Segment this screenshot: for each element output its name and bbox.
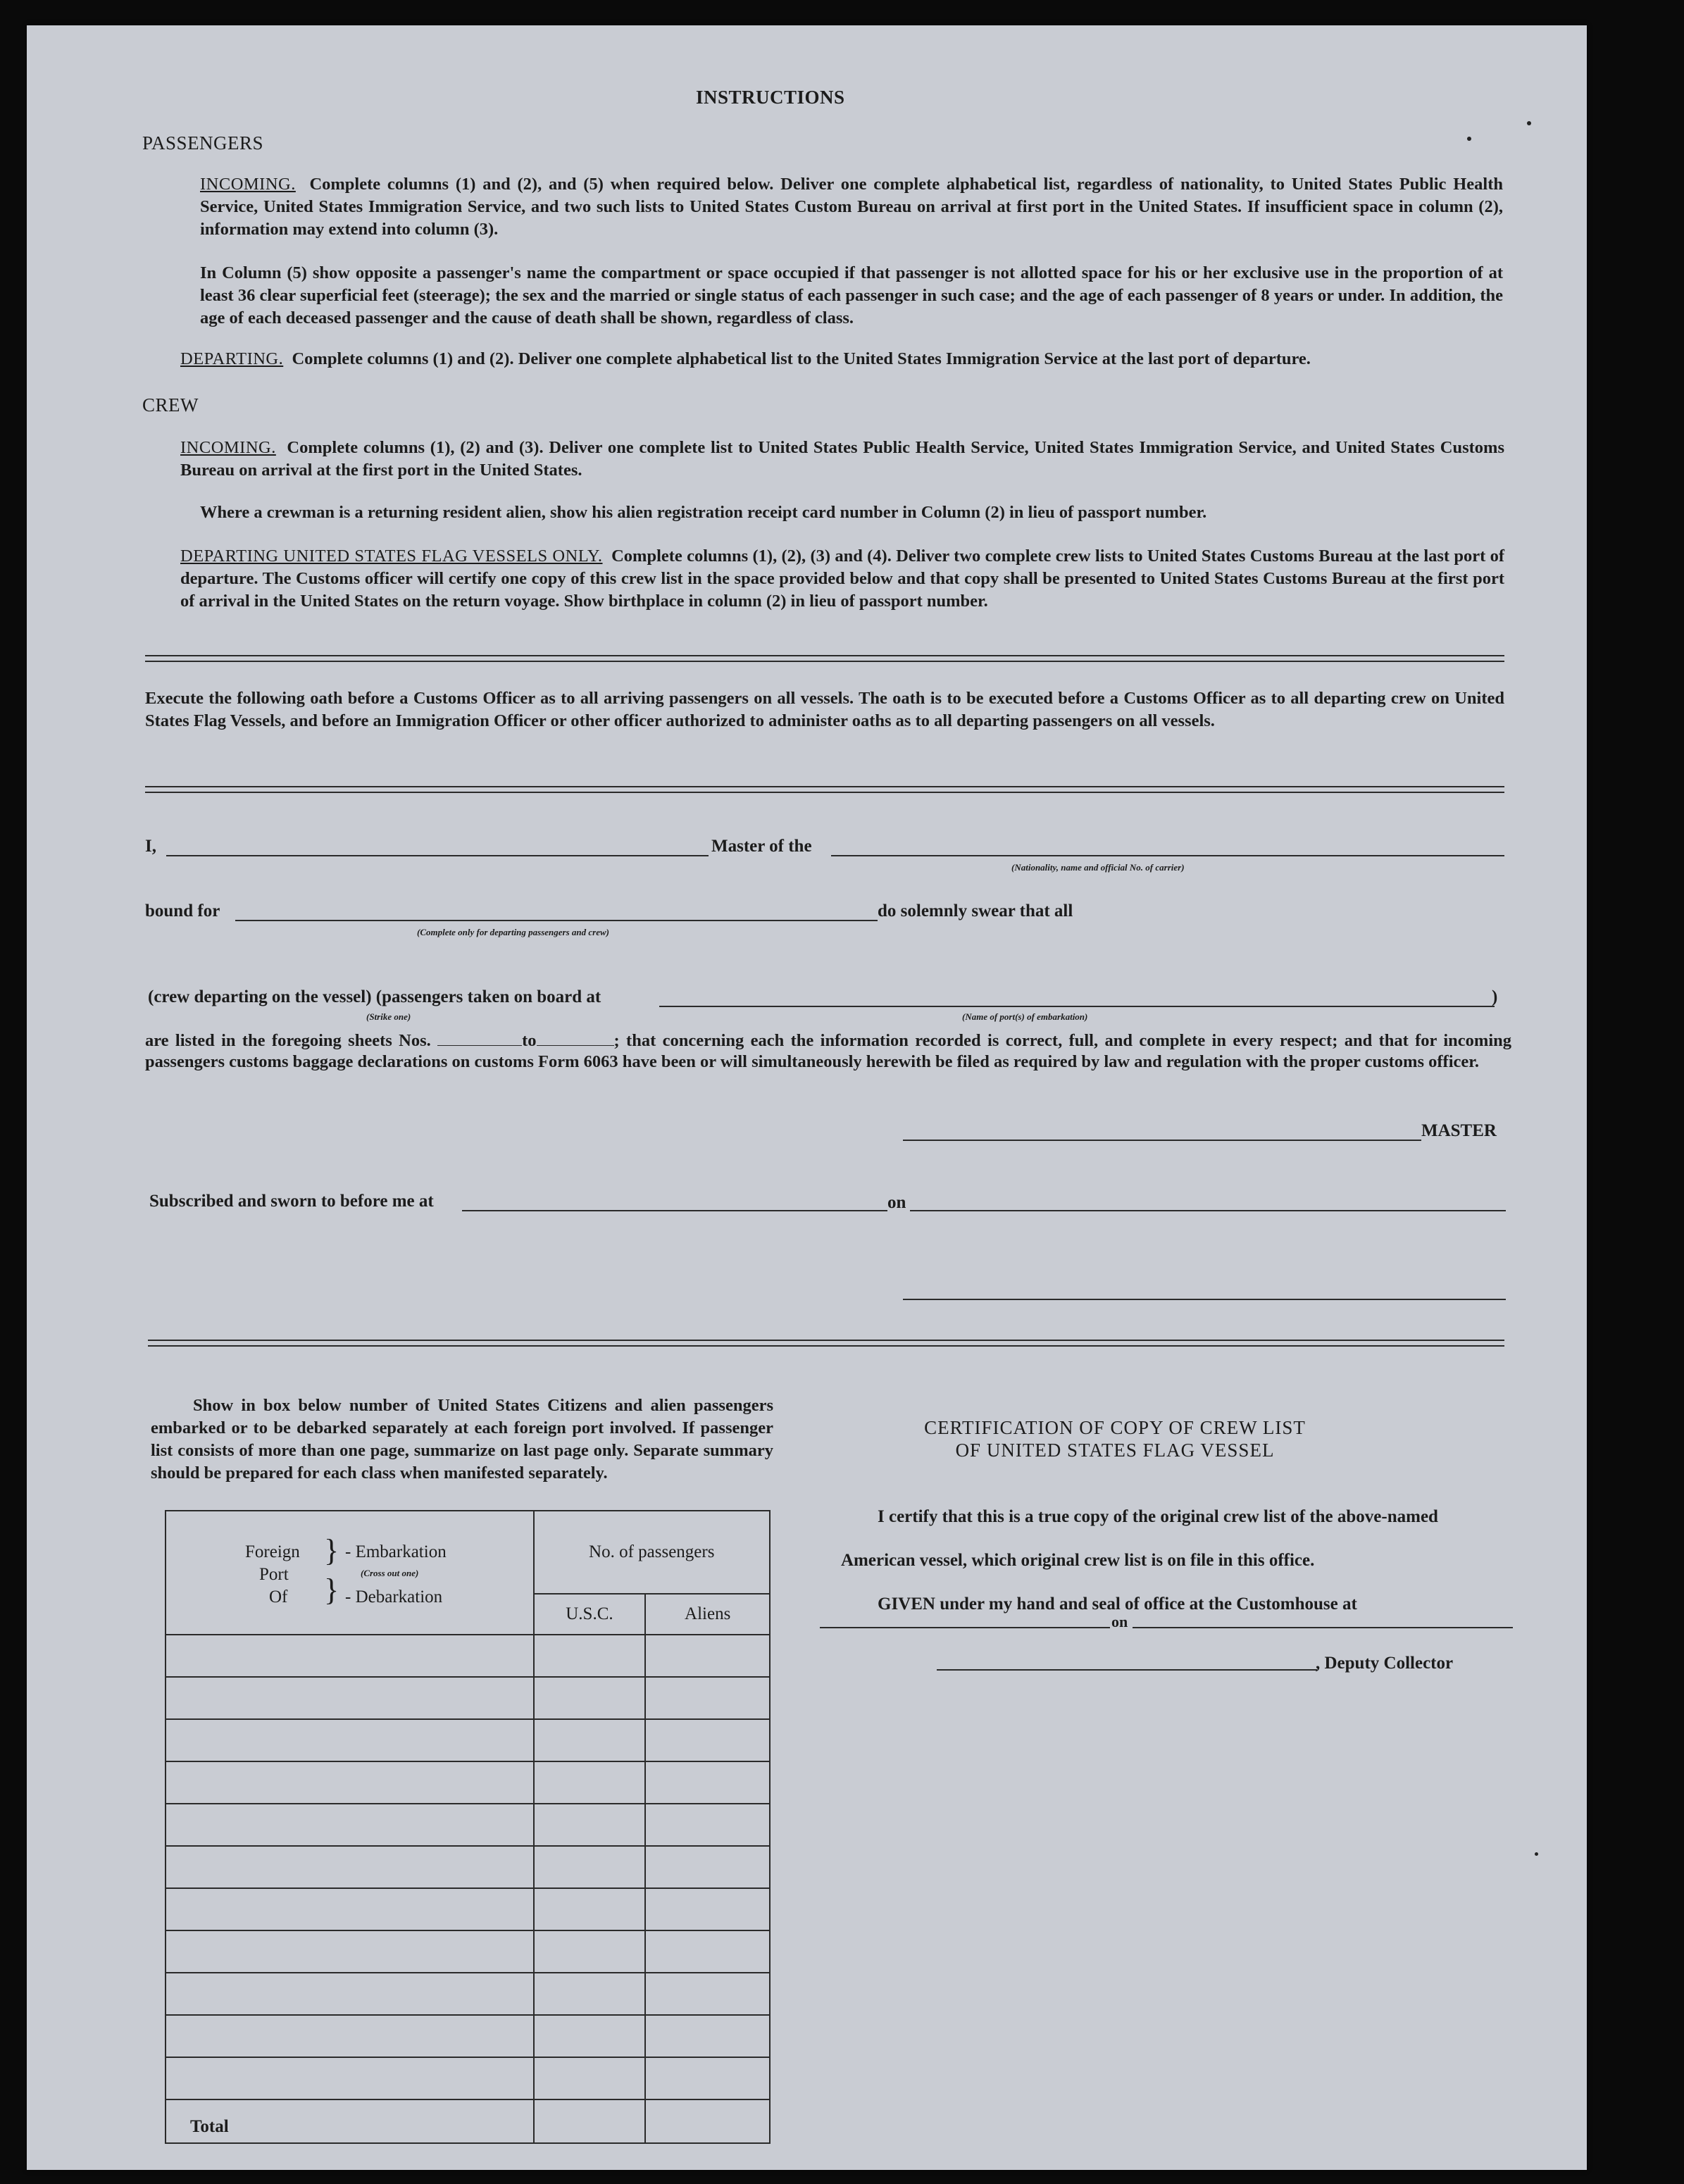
crew-incoming-text: Complete columns (1), (2) and (3). Deliver one complete list to United States Public Health Service, United States Immigration Service, and United States Customs Bureau on arrival at the first port in the United States.: [180, 438, 1504, 480]
table-row: [166, 1635, 770, 1677]
port-label: Port: [259, 1565, 289, 1584]
of-label: Of: [269, 1587, 288, 1606]
speck: [1527, 121, 1531, 125]
certify-line-2: American vessel, which original crew list is on file in this office.: [841, 1551, 1315, 1570]
divider-rule: [148, 1345, 1504, 1347]
usc-cell[interactable]: [534, 1719, 646, 1761]
bound-for-label: bound for: [145, 901, 220, 921]
crew-departing-lead: DEPARTING UNITED STATES FLAG VESSELS ONLY.: [180, 547, 603, 566]
port-cell[interactable]: [166, 1677, 534, 1719]
table-row: [166, 1719, 770, 1761]
aliens-header: Aliens: [645, 1594, 770, 1635]
table-row: [166, 1930, 770, 1973]
total-label: Total: [166, 2099, 534, 2143]
sheet-to-field[interactable]: [537, 1030, 614, 1046]
usc-cell[interactable]: [534, 2057, 646, 2099]
crew-heading: CREW: [142, 394, 199, 416]
crew-incoming-paragraph: [180, 437, 1504, 482]
aliens-cell[interactable]: [645, 1719, 770, 1761]
table-row: [166, 1804, 770, 1846]
crew-resident-paragraph: Where a crewman is a returning resident alien, show his alien registration receipt card number in Column (2) in lieu of passport number.: [200, 503, 1207, 522]
table-row: [166, 1973, 770, 2015]
port-cell[interactable]: [166, 1888, 534, 1930]
foreign-port-header: [166, 1511, 534, 1635]
total-usc-cell[interactable]: [534, 2099, 646, 2143]
crew-departing-label: (crew departing on the vessel) (passengers taken on board at: [148, 987, 601, 1006]
i-label: I,: [145, 837, 156, 856]
port-cell[interactable]: [166, 1930, 534, 1973]
divider-rule: [145, 786, 1504, 787]
passengers-incoming-text: Complete columns (1) and (2), and (5) when required below. Deliver one complete alphabetical list, regardless of nationality, to United States Public Health Service, United States Immigration Service, and two such lists to United States Custom Bureau on arrival at first port in the United States. If insufficient space in column (2), information may extend into column (3).: [200, 175, 1503, 239]
aliens-cell[interactable]: [645, 2015, 770, 2057]
certification-title-1: CERTIFICATION OF COPY OF CREW LIST: [924, 1417, 1306, 1438]
usc-cell[interactable]: [534, 1846, 646, 1888]
cross-out-note: (Cross out one): [361, 1568, 419, 1578]
usc-cell[interactable]: [534, 1973, 646, 2015]
port-cell[interactable]: [166, 1973, 534, 2015]
bound-for-field[interactable]: [235, 920, 878, 921]
cert-date-field[interactable]: [1133, 1627, 1513, 1628]
divider-rule: [148, 1340, 1504, 1341]
port-cell[interactable]: [166, 1846, 534, 1888]
aliens-cell[interactable]: [645, 1761, 770, 1804]
divider-rule: [145, 792, 1504, 793]
table-row: [166, 1888, 770, 1930]
usc-cell[interactable]: [534, 1804, 646, 1846]
aliens-cell[interactable]: [645, 1930, 770, 1973]
aliens-cell[interactable]: [645, 1846, 770, 1888]
usc-cell[interactable]: [534, 2015, 646, 2057]
port-note: (Name of port(s) of embarkation): [962, 1011, 1088, 1022]
certify-line-1: I certify that this is a true copy of the original crew list of the above-named: [878, 1507, 1438, 1526]
no-passengers-header: No. of passengers: [534, 1511, 770, 1594]
foreign-label: Foreign: [245, 1542, 300, 1561]
to-label: to: [522, 1031, 537, 1050]
aliens-cell[interactable]: [645, 1888, 770, 1930]
port-cell[interactable]: [166, 1635, 534, 1677]
sworn-date-field[interactable]: [910, 1210, 1506, 1211]
passengers-incoming-lead: INCOMING.: [200, 175, 296, 194]
summary-table: [165, 1510, 771, 2144]
summary-instructions: Show in box below number of United States Citizens and alien passengers embarked or to be debarked separately at each foreign port involved. If passenger list consists of more than one page, summarize on last page only. Separate summary should be prepared for each class when manifested separately.: [151, 1396, 773, 1483]
usc-header: U.S.C.: [534, 1594, 646, 1635]
close-paren: ): [1492, 987, 1498, 1006]
speck: [1467, 137, 1471, 141]
crew-departing-paragraph: [180, 545, 1504, 613]
table-row: [166, 2057, 770, 2099]
deputy-label: , Deputy Collector: [1316, 1654, 1454, 1673]
table-row: [166, 1677, 770, 1719]
total-row: [166, 2099, 770, 2143]
solemnly-swear-label: do solemnly swear that all: [878, 901, 1073, 921]
crew-incoming-lead: INCOMING.: [180, 438, 276, 457]
speck: [1535, 1852, 1538, 1856]
port-cell[interactable]: [166, 2015, 534, 2057]
officer-signature-field[interactable]: [903, 1299, 1506, 1300]
passengers-incoming-paragraph: [200, 173, 1503, 241]
master-label: MASTER: [1421, 1121, 1497, 1140]
usc-cell[interactable]: [534, 1761, 646, 1804]
aliens-cell[interactable]: [645, 2057, 770, 2099]
embarkation-port-field[interactable]: [659, 1006, 1495, 1007]
certification-title-2: OF UNITED STATES FLAG VESSEL: [955, 1440, 1275, 1461]
usc-cell[interactable]: [534, 1635, 646, 1677]
usc-cell[interactable]: [534, 1677, 646, 1719]
divider-rule: [145, 655, 1504, 656]
carrier-field[interactable]: [831, 855, 1504, 856]
sworn-place-field[interactable]: [462, 1210, 887, 1211]
passengers-departing-text: Complete columns (1) and (2). Deliver one complete alphabetical list to the United States Immigration Service at the last port of departure.: [292, 349, 1311, 368]
passengers-departing-lead: DEPARTING.: [180, 349, 284, 368]
cert-on-label: on: [1111, 1613, 1128, 1630]
listed-text: are listed in the foregoing sheets Nos.: [145, 1031, 431, 1050]
master-of-label: Master of the: [711, 837, 812, 856]
on-label: on: [887, 1193, 906, 1212]
port-cell[interactable]: [166, 1804, 534, 1846]
usc-cell[interactable]: [534, 1930, 646, 1973]
page-title: INSTRUCTIONS: [696, 87, 845, 108]
brace-icon: }: [324, 1573, 339, 1607]
passengers-departing-paragraph: [180, 348, 1504, 370]
debarkation-label: - Debarkation: [345, 1587, 443, 1606]
sheet-from-field[interactable]: [437, 1030, 522, 1046]
port-cell[interactable]: [166, 2057, 534, 2099]
listed-paragraph: [145, 1030, 1511, 1073]
table-row: [166, 1846, 770, 1888]
subscribed-label: Subscribed and sworn to before me at: [149, 1192, 434, 1211]
given-line: GIVEN under my hand and seal of office at the Customhouse at: [878, 1595, 1357, 1614]
table-row: [166, 1761, 770, 1804]
usc-cell[interactable]: [534, 1888, 646, 1930]
aliens-cell[interactable]: [645, 1635, 770, 1677]
brace-icon: }: [324, 1533, 339, 1568]
master-name-field[interactable]: [166, 855, 709, 856]
form-page: [27, 25, 1587, 2170]
crew-departing-text: Complete columns (1), (2), (3) and (4). Deliver two complete crew lists to United States Customs Bureau at the last port of departure. The Customs officer will certify one copy of this crew list in the space provided below and that copy shall be presented to United States Customs Bureau at the first port of arrival in the United States on the return voyage. Show birthplace in column (2) in lieu of passport number.: [180, 547, 1504, 611]
customhouse-field[interactable]: [820, 1627, 1110, 1628]
master-signature-field[interactable]: [903, 1140, 1421, 1141]
aliens-cell[interactable]: [645, 1973, 770, 2015]
passengers-column5-paragraph: In Column (5) show opposite a passenger's name the compartment or space occupied if that passenger is not allotted space for his or her exclusive use in the proportion of at least 36 clear superficial feet (steerage); the sex and the married or single status of each passenger in such case; and the age of each passenger of 8 years or under. In addition, the age of each deceased passenger and the cause of death shall be shown, regardless of class.: [200, 263, 1503, 327]
aliens-cell[interactable]: [645, 1677, 770, 1719]
table-row: [166, 2015, 770, 2057]
passengers-heading: PASSENGERS: [142, 132, 264, 154]
nationality-note: (Nationality, name and official No. of carrier): [1011, 862, 1185, 873]
deputy-signature-field[interactable]: [937, 1669, 1317, 1671]
concerning-text: ; that concerning each the information recorded is correct, full, and complete in every respect; and that for incoming passengers customs baggage declarations on customs Form 6063 have been or will simultaneously herewith be filed as required by law and regulation with the proper customs officer.: [145, 1031, 1512, 1071]
total-aliens-cell[interactable]: [645, 2099, 770, 2143]
aliens-cell[interactable]: [645, 1804, 770, 1846]
divider-rule: [145, 661, 1504, 662]
port-cell[interactable]: [166, 1719, 534, 1761]
oath-intro: Execute the following oath before a Customs Officer as to all arriving passengers on all vessels. The oath is to be executed before a Customs Officer as to all departing crew on United States Flag Vessels, and before an Immigration Officer or other officer authorized to administer oaths as to all departing passengers on all vessels.: [145, 689, 1504, 730]
embarkation-label: - Embarkation: [345, 1542, 447, 1561]
strike-one-note: (Strike one): [366, 1011, 411, 1022]
port-cell[interactable]: [166, 1761, 534, 1804]
complete-only-note: (Complete only for departing passengers and crew): [417, 927, 609, 937]
